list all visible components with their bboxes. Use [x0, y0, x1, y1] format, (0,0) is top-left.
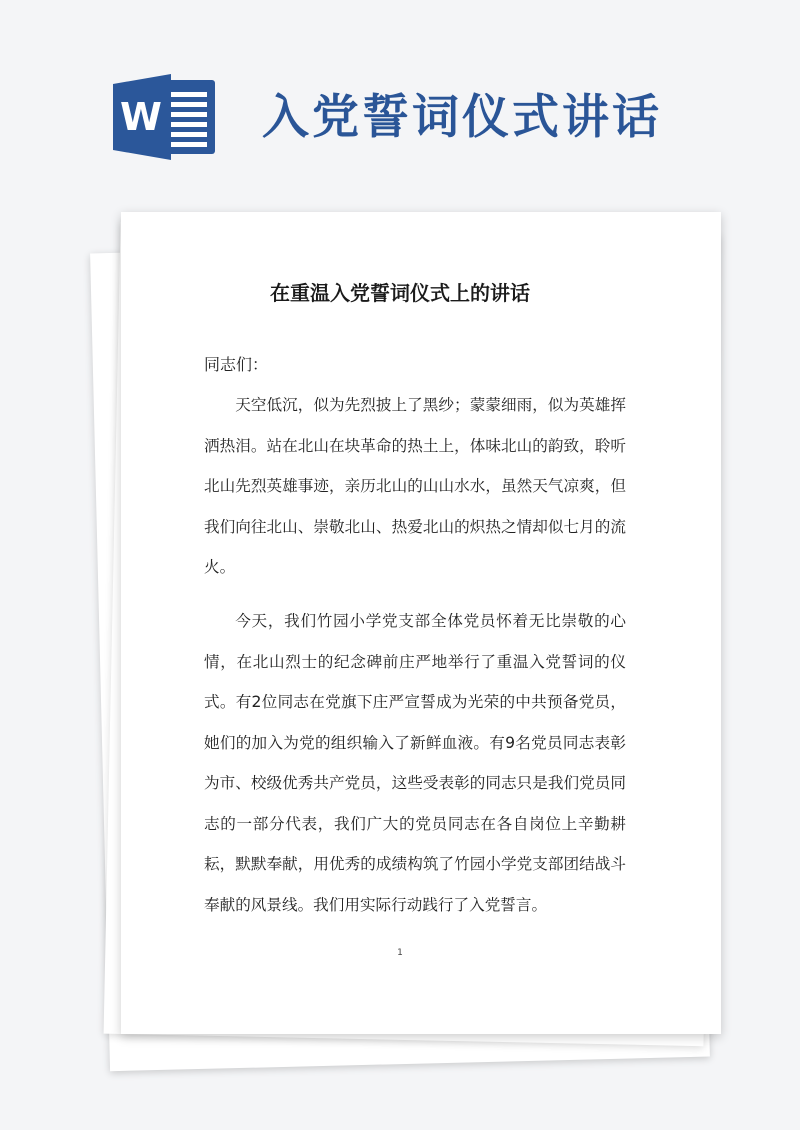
paragraph: 天空低沉，似为先烈披上了黑纱；蒙蒙细雨，似为英雄挥洒热泪。站在北山在块革命的热土上，体味北山的韵致，聆听北山先烈英雄事迹，亲历北山的山山水水，虽然天气凉爽，但我们向往北山、崇敬北山、热爱北山的炽热之情却似七月的流火。	[204, 396, 626, 576]
banner-title: 入党誓词仪式讲话	[262, 90, 662, 145]
word-logo-letter: W	[120, 95, 162, 139]
page-number: 1	[397, 948, 403, 958]
paragraph: 今天，我们竹园小学党支部全体党员怀着无比崇敬的心情，在北山烈士的纪念碑前庄严地举行了重温入党誓词的仪式。有2位同志在党旗下庄严宣誓成为光荣的中共预备党员，她们的加入为党的组织输入了新鲜血液。有9名党员同志表彰为市、校级优秀共产党员，这些受表彰的同志只是我们党员同志的一部分代表，我们广大的党员同志在各自岗位上辛勤耕耘，默默奉献，用优秀的成绩构筑了竹园小学党支部团结战斗奉献的风景线。我们用实际行动践行了入党誓言。	[204, 612, 626, 914]
banner	[0, 0, 800, 200]
salutation: 同志们：	[204, 355, 269, 374]
word-logo-icon	[113, 74, 215, 160]
document-title: 在重温入党誓词仪式上的讲话	[270, 281, 530, 305]
